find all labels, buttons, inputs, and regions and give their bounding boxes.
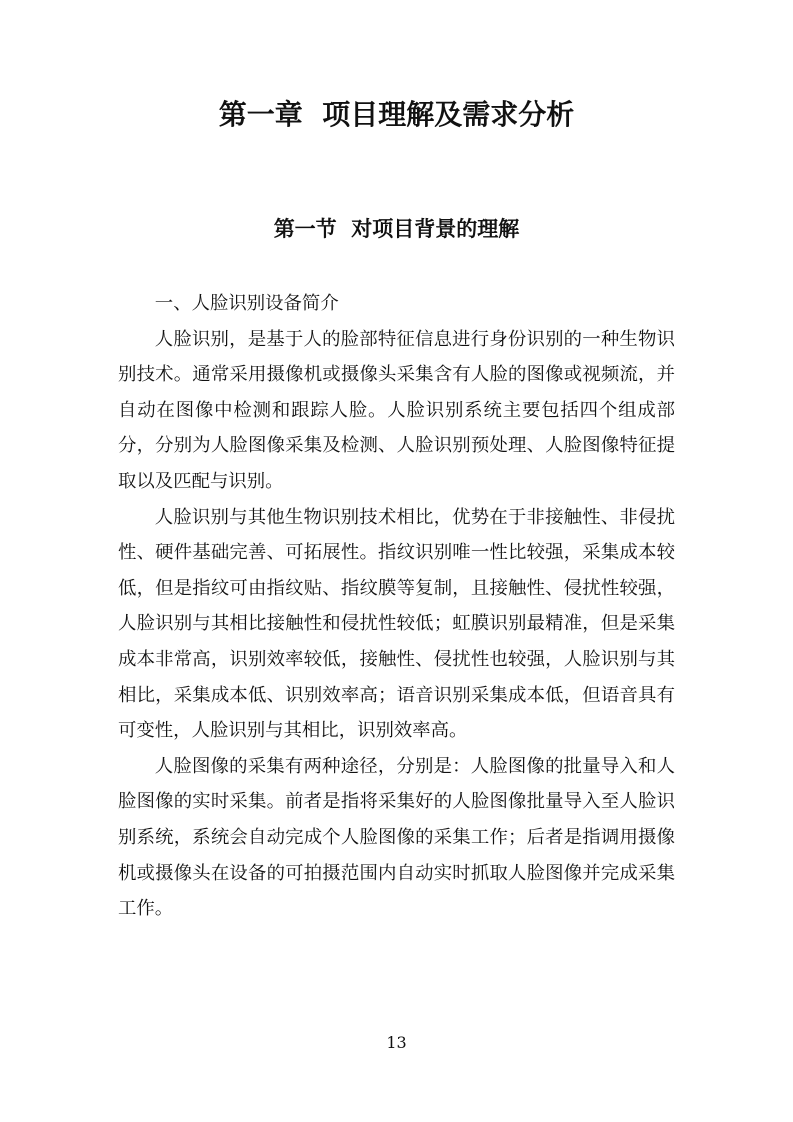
page-number: 13 — [386, 1033, 407, 1052]
document-body — [118, 286, 675, 927]
paragraph-image-acquisition: 人脸图像的采集有两种途径，分别是：人脸图像的批量导入和人脸图像的实时采集。前者是指将采集好的人脸图像批量导入至人脸识别系统，系统会自动完成个人脸图像的采集工作；后者是指调用摄像机或摄像头在设备的可拍摄范围内自动实时抓取人脸图像并完成采集工作。 — [118, 755, 675, 920]
section-title: 第一节 对项目背景的理解 — [273, 217, 520, 241]
paragraph-biometric-comparison: 人脸识别与其他生物识别技术相比，优势在于非接触性、非侵扰性、硬件基础完善、可拓展性。指纹识别唯一性比较强，采集成本较低，但是指纹可由指纹贴、指纹膜等复制，且接触性、侵扰性较强，人脸识别与其相比接触性和侵扰性较低；虹膜识别最精准，但是采集成本非常高，识别效率较低，接触性、侵扰性也较强，人脸识别与其相比，采集成本低、识别效率高；语音识别采集成本低，但语音具有可变性，人脸识别与其相比，识别效率高。 — [118, 506, 675, 742]
chapter-title: 第一章 项目理解及需求分析 — [218, 98, 575, 131]
subsection-heading: 一、人脸识别设备简介 — [154, 293, 339, 314]
paragraph-face-recognition-intro: 人脸识别，是基于人的脸部特征信息进行身份识别的一种生物识别技术。通常采用摄像机或摄像头采集含有人脸的图像或视频流，并自动在图像中检测和跟踪人脸。人脸识别系统主要包括四个组成部分，分别为人脸图像采集及检测、人脸识别预处理、人脸图像特征提取以及匹配与识别。 — [118, 328, 675, 492]
